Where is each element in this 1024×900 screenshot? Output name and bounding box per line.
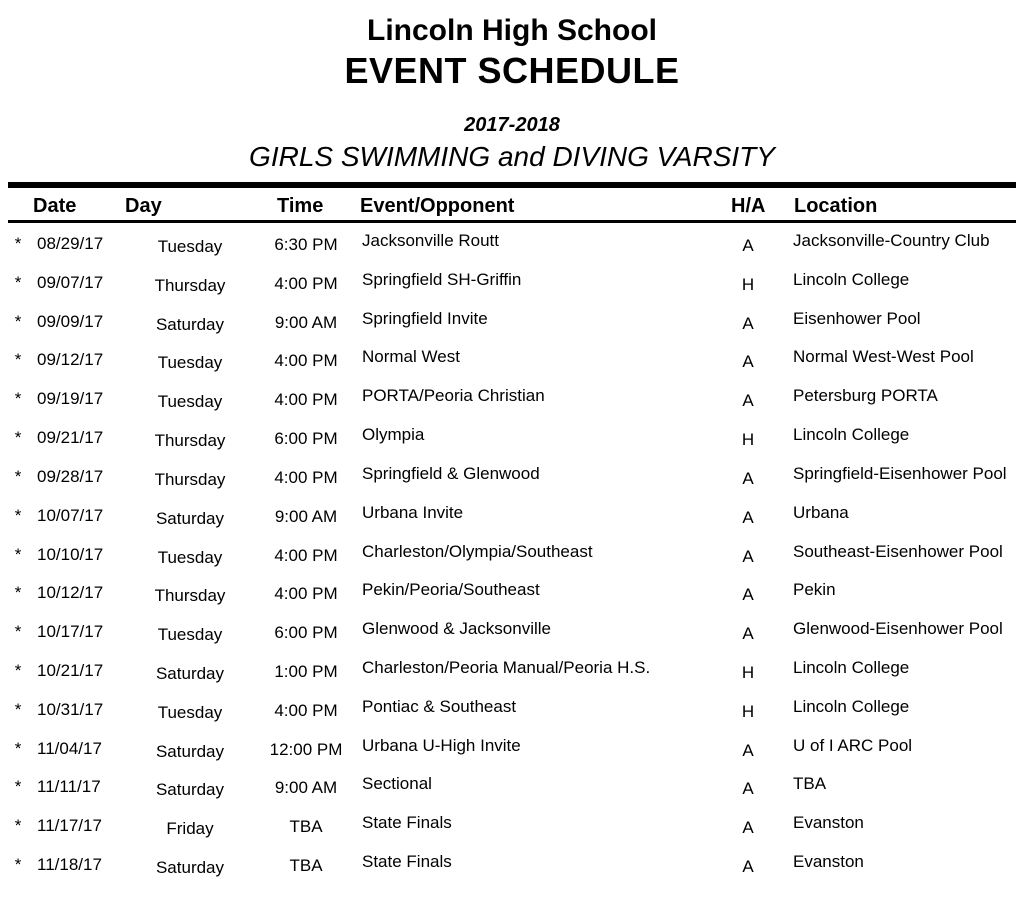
cell-date: 10/21/17 (37, 660, 104, 680)
cell-time: 4:00 PM (274, 390, 338, 410)
table-row (0, 342, 1024, 381)
cell-location: Southeast-Eisenhower Pool (793, 541, 1003, 561)
cell-day: Saturday (155, 508, 225, 528)
cell-location: Lincoln College (793, 657, 910, 677)
cell-time: 4:00 PM (274, 584, 338, 604)
table-row (0, 226, 1024, 265)
season-label: 2017-2018 (464, 114, 560, 136)
cell-event: Glenwood & Jacksonville (362, 619, 551, 639)
cell-date: 10/31/17 (37, 699, 104, 719)
cell-day: Saturday (155, 741, 225, 761)
cell-day: Saturday (155, 858, 225, 877)
cell-event: Urbana Invite (362, 502, 464, 522)
cell-location: Lincoln College (793, 425, 910, 445)
row-marker: * (14, 544, 22, 564)
table-row (0, 537, 1024, 576)
row-marker: * (14, 699, 22, 719)
cell-event: PORTA/Peoria Christian (362, 386, 545, 406)
cell-location: Evanston (793, 813, 864, 833)
table-row (0, 381, 1024, 420)
cell-event: Springfield & Glenwood (362, 463, 540, 483)
cell-ha: A (742, 818, 754, 838)
cell-event: Charleston/Peoria Manual/Peoria H.S. (362, 657, 651, 677)
cell-day: Thursday (154, 275, 226, 295)
cell-event: State Finals (362, 852, 452, 871)
cell-date: 09/28/17 (37, 466, 104, 486)
cell-event: Charleston/Olympia/Southeast (362, 541, 593, 561)
cell-date: 09/21/17 (37, 428, 104, 448)
column-header-event: Event/Opponent (360, 195, 515, 217)
column-header-time: Time (277, 195, 324, 217)
cell-location: Glenwood-Eisenhower Pool (793, 619, 1003, 639)
cell-event: Pekin/Peoria/Southeast (362, 580, 540, 600)
cell-time: 4:00 PM (274, 700, 338, 720)
row-marker: * (14, 622, 22, 642)
cell-time: 1:00 PM (274, 661, 338, 681)
cell-time: 9:00 AM (274, 778, 338, 798)
column-header-location: Location (794, 195, 878, 217)
row-marker: * (14, 350, 22, 370)
table-row (0, 808, 1024, 847)
table-row (0, 614, 1024, 653)
cell-day: Friday (166, 819, 214, 839)
cell-location: Jacksonville-Country Club (793, 231, 990, 250)
school-name: Lincoln High School (367, 14, 657, 47)
cell-day: Tuesday (157, 625, 223, 645)
table-row (0, 847, 1024, 886)
cell-time: 6:00 PM (274, 429, 338, 449)
cell-ha: A (742, 313, 754, 333)
header-top-rule (8, 182, 1016, 188)
cell-date: 10/12/17 (37, 583, 104, 603)
table-header-row (0, 191, 1024, 221)
cell-location: Eisenhower Pool (793, 308, 921, 328)
cell-day: Tuesday (157, 392, 223, 412)
table-row (0, 575, 1024, 614)
cell-ha: A (742, 779, 754, 799)
cell-location: Pekin (793, 580, 836, 600)
cell-date: 09/07/17 (37, 272, 104, 292)
cell-date: 11/04/17 (37, 738, 102, 758)
row-marker: * (14, 816, 22, 836)
cell-day: Tuesday (157, 547, 223, 567)
row-marker: * (14, 272, 22, 292)
cell-event: Jacksonville Routt (362, 231, 500, 250)
cell-location: Springfield-Eisenhower Pool (793, 463, 1007, 483)
row-marker: * (14, 777, 22, 797)
table-row (0, 498, 1024, 537)
row-marker: * (14, 738, 22, 758)
cell-location: Evanston (793, 852, 864, 871)
cell-date: 11/11/17 (37, 777, 101, 797)
row-marker: * (14, 466, 22, 486)
table-row (0, 692, 1024, 731)
cell-day: Tuesday (157, 237, 223, 256)
cell-date: 08/29/17 (37, 234, 104, 253)
cell-ha: H (741, 430, 755, 450)
row-marker: * (14, 234, 22, 253)
cell-time: 4:00 PM (274, 545, 338, 565)
cell-time: 4:00 PM (274, 351, 338, 371)
cell-location: Petersburg PORTA (793, 386, 938, 406)
cell-time: TBA (289, 817, 323, 837)
cell-date: 09/09/17 (37, 311, 104, 331)
document-title: EVENT SCHEDULE (344, 50, 680, 91)
cell-event: State Finals (362, 813, 452, 833)
cell-date: 10/07/17 (37, 505, 104, 525)
row-marker: * (14, 428, 22, 448)
row-marker: * (14, 311, 22, 331)
cell-event: Urbana U-High Invite (362, 735, 521, 755)
cell-location: Lincoln College (793, 696, 910, 716)
table-row (0, 731, 1024, 770)
cell-event: Normal West (362, 347, 460, 367)
table-row (0, 769, 1024, 808)
cell-ha: A (742, 740, 754, 760)
cell-date: 10/10/17 (37, 544, 104, 564)
cell-time: 12:00 PM (269, 739, 343, 759)
cell-ha: A (742, 624, 754, 644)
cell-location: TBA (793, 774, 827, 794)
cell-date: 09/19/17 (37, 389, 104, 409)
cell-ha: A (742, 546, 754, 566)
cell-event: Pontiac & Southeast (362, 696, 517, 716)
table-row (0, 459, 1024, 498)
cell-date: 09/12/17 (37, 350, 104, 370)
cell-time: 4:00 PM (274, 273, 338, 293)
column-header-day: Day (125, 195, 162, 217)
cell-ha: A (742, 352, 754, 372)
cell-ha: A (742, 236, 754, 255)
cell-time: 4:00 PM (274, 467, 338, 487)
cell-location: Normal West-West Pool (793, 347, 974, 367)
table-body (0, 226, 1024, 886)
cell-day: Thursday (154, 431, 226, 451)
cell-time: TBA (289, 856, 323, 875)
cell-ha: H (741, 662, 755, 682)
cell-ha: A (742, 857, 754, 876)
cell-day: Saturday (155, 314, 225, 334)
cell-day: Tuesday (157, 353, 223, 373)
cell-location: U of I ARC Pool (793, 735, 913, 755)
cell-ha: A (742, 507, 754, 527)
table-row (0, 304, 1024, 343)
cell-ha: H (741, 701, 755, 721)
table-row (0, 420, 1024, 459)
cell-ha: A (742, 585, 754, 605)
cell-ha: A (742, 391, 754, 411)
cell-time: 9:00 AM (274, 506, 338, 526)
cell-location: Urbana (793, 502, 849, 522)
cell-event: Sectional (362, 774, 432, 794)
table-row (0, 265, 1024, 304)
cell-day: Saturday (155, 780, 225, 800)
cell-ha: H (741, 274, 755, 294)
column-header-date: Date (33, 195, 77, 217)
team-label: GIRLS SWIMMING and DIVING VARSITY (249, 141, 775, 172)
row-marker: * (14, 855, 22, 874)
cell-event: Springfield Invite (362, 308, 488, 328)
row-marker: * (14, 660, 22, 680)
column-header-ha: H/A (731, 195, 766, 217)
cell-date: 10/17/17 (37, 622, 104, 642)
row-marker: * (14, 505, 22, 525)
cell-location: Lincoln College (793, 269, 910, 289)
cell-ha: A (742, 468, 754, 488)
cell-event: Springfield SH-Griffin (362, 269, 522, 289)
cell-day: Saturday (155, 663, 225, 683)
cell-day: Tuesday (157, 702, 223, 722)
table-row (0, 653, 1024, 692)
row-marker: * (14, 583, 22, 603)
cell-date: 11/17/17 (37, 816, 102, 836)
cell-time: 6:30 PM (274, 235, 338, 254)
cell-day: Thursday (154, 586, 226, 606)
cell-date: 11/18/17 (37, 855, 102, 874)
cell-time: 6:00 PM (274, 623, 338, 643)
cell-day: Thursday (154, 469, 226, 489)
row-marker: * (14, 389, 22, 409)
cell-event: Olympia (362, 425, 425, 445)
cell-time: 9:00 AM (274, 312, 338, 332)
